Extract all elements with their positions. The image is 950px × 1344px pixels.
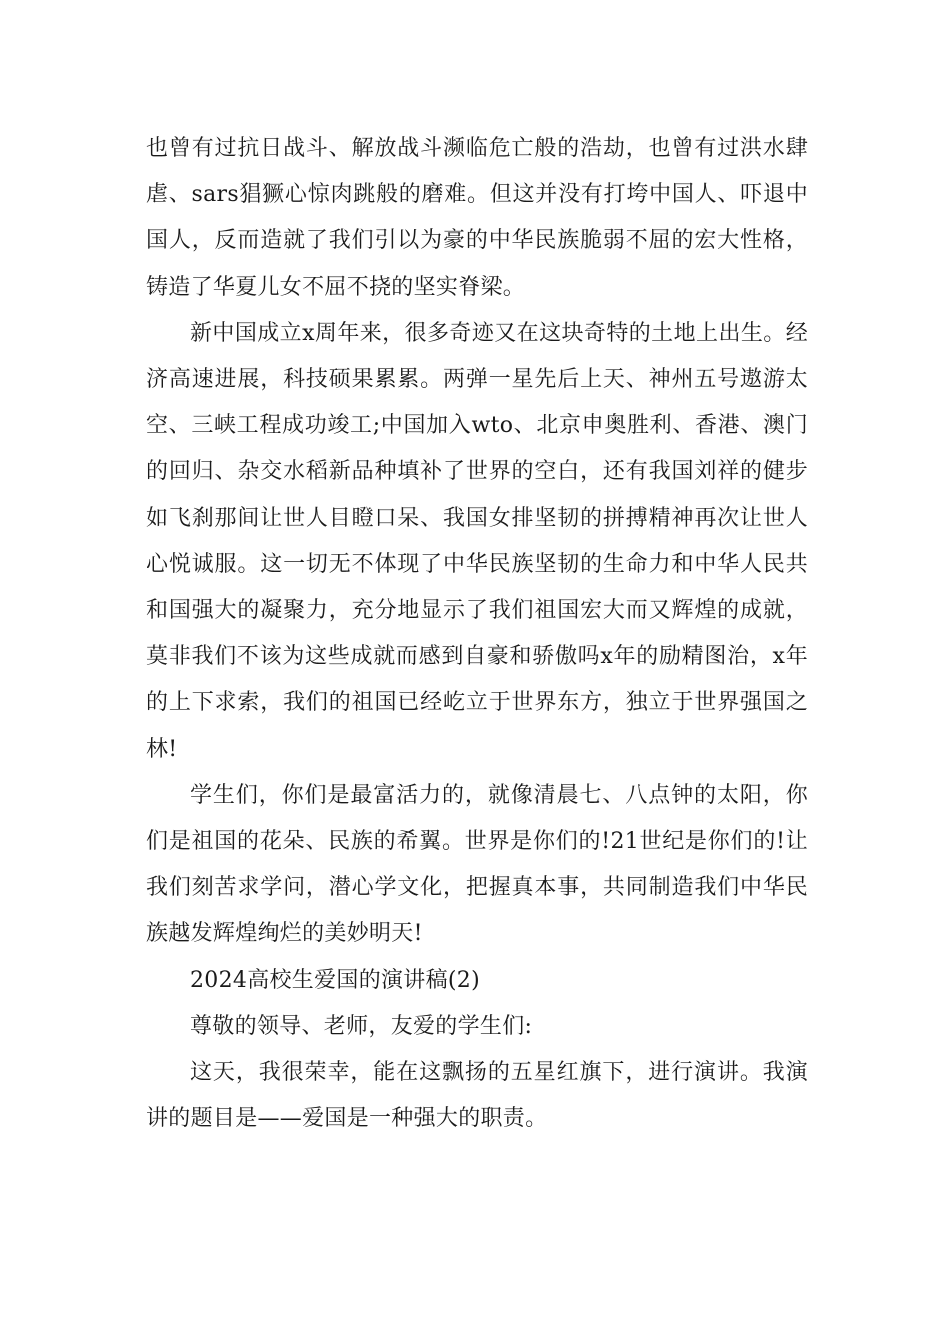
section-heading: 2024高校生爱国的演讲稿(2) xyxy=(190,967,480,993)
document-body xyxy=(146,126,808,1142)
paragraph-2: 新中国成立x周年来，很多奇迹又在这块奇特的土地上出生。经济高速进展，科技硕果累累。两弹一星先后上天、神州五号遨游太空、三峡工程成功竣工;中国加入wto、北京申奥胜利、香港、澳门的回归、杂交水稻新品种填补了世界的空白，还有我国刘祥的健步如飞刹那间让世人目瞪口呆、我国女排坚韧的拼搏精神再次让世人心悦诚服。这一切无不体现了中华民族坚韧的生命力和中华人民共和国强大的凝聚力，充分地显示了我们祖国宏大而又辉煌的成就，莫非我们不该为这些成就而感到自豪和骄傲吗x年的励精图治，x年的上下求索，我们的祖国已经屹立于世界东方，独立于世界强国之林! xyxy=(146,320,808,762)
paragraph-3: 学生们，你们是最富活力的，就像清晨七、八点钟的太阳，你们是祖国的花朵、民族的希翼。世界是你们的!21世纪是你们的!让我们刻苦求学问，潜心学文化，把握真本事，共同制造我们中华民族越发辉煌绚烂的美妙明天! xyxy=(146,782,808,947)
salutation: 尊敬的领导、老师，友爱的学生们: xyxy=(190,1013,533,1039)
paragraph-1: 也曾有过抗日战斗、解放战斗濒临危亡般的浩劫，也曾有过洪水肆虐、sars猖獗心惊肉跳般的磨难。但这并没有打垮中国人、吓退中国人，反而造就了我们引以为豪的中华民族脆弱不屈的宏大性格，铸造了华夏儿女不屈不挠的坚实脊梁。 xyxy=(146,136,808,300)
paragraph-6: 这天，我很荣幸，能在这飘扬的五星红旗下，进行演讲。我演讲的题目是——爱国是一种强大的职责。 xyxy=(146,1060,808,1132)
